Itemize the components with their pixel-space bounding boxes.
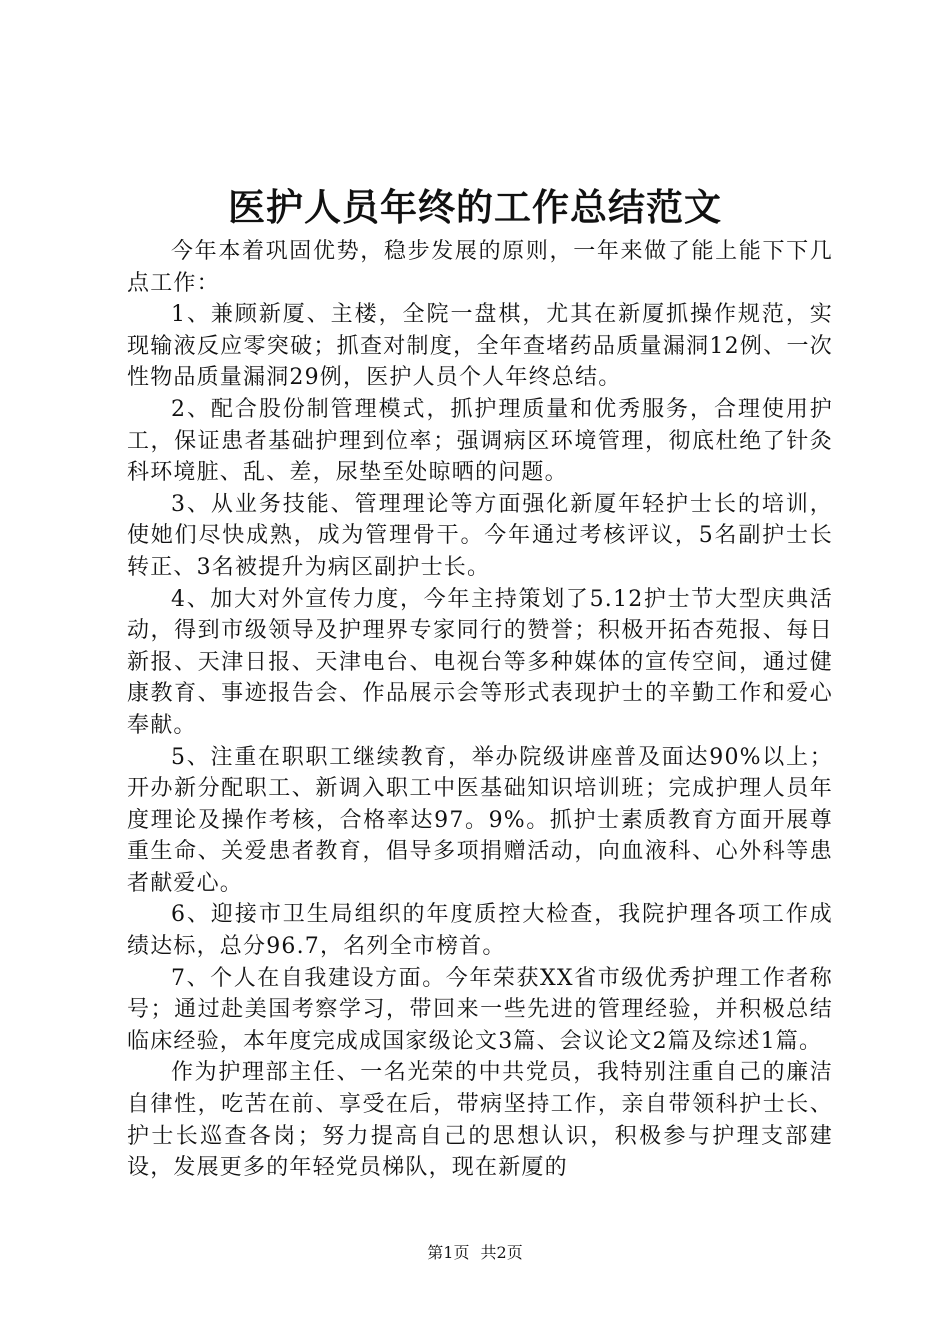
paragraph-intro: 今年本着巩固优势，稳步发展的原则，一年来做了能上能下下几点工作： (127, 239, 833, 296)
document-body (127, 236, 833, 1184)
paragraph-item-5: 5、注重在职职工继续教育，举办院级讲座普及面达90%以上；开办新分配职工、新调入职工中医基础知识培训班；完成护理人员年度理论及操作考核，合格率达97。9%。抓护士素质教育方面开展尊重生命、关爱患者教育，倡导多项捐赠活动，向血液科、心外科等患者献爱心。 (127, 744, 833, 896)
page-total: 共2页 (480, 1243, 523, 1262)
page-footer (0, 1241, 950, 1265)
paragraph-item-4: 4、加大对外宣传力度，今年主持策划了5.12护士节大型庆典活动，得到市级领导及护理界专家同行的赞誉；积极开拓杏苑报、每日新报、天津日报、天津电台、电视台等多种媒体的宣传空间，通过健康教育、事迹报告会、作品展示会等形式表现护士的辛勤工作和爱心奉献。 (127, 586, 833, 738)
paragraph-item-1: 1、兼顾新厦、主楼，全院一盘棋，尤其在新厦抓操作规范，实现输液反应零突破；抓查对制度，全年查堵药品质量漏洞12例、一次性物品质量漏洞29例，医护人员个人年终总结。 (127, 302, 833, 391)
paragraph-item-2: 2、配合股份制管理模式，抓护理质量和优秀服务，合理使用护工，保证患者基础护理到位率；强调病区环境管理，彻底杜绝了针灸科环境脏、乱、差，尿垫至处晾晒的问题。 (127, 396, 833, 486)
paragraph-item-3: 3、从业务技能、管理理论等方面强化新厦年轻护士长的培训，使她们尽快成熟，成为管理骨干。今年通过考核评议，5名副护士长转正、3名被提升为病区副护士长。 (127, 491, 833, 580)
paragraph-closing: 作为护理部主任、一名光荣的中共党员，我特别注重自己的廉洁自律性，吃苦在前、享受在后，带病坚持工作，亲自带领科护士长、护士长巡查各岗；努力提高自己的思想认识，积极参与护理支部建设，发展更多的年轻党员梯队，现在新厦的 (127, 1060, 833, 1181)
document-title: 医护人员年终的工作总结范文 (228, 186, 722, 229)
paragraph-item-7: 7、个人在自我建设方面。今年荣获XX省市级优秀护理工作者称号；通过赴美国考察学习，带回来一些先进的管理经验，并积极总结临床经验，本年度完成成国家级论文3篇、会议论文2篇及综述1篇。 (127, 965, 833, 1054)
page-number: 第1页 (427, 1243, 470, 1262)
paragraph-item-6: 6、迎接市卫生局组织的年度质控大检查，我院护理各项工作成绩达标，总分96.7，名列全市榜首。 (127, 902, 833, 960)
